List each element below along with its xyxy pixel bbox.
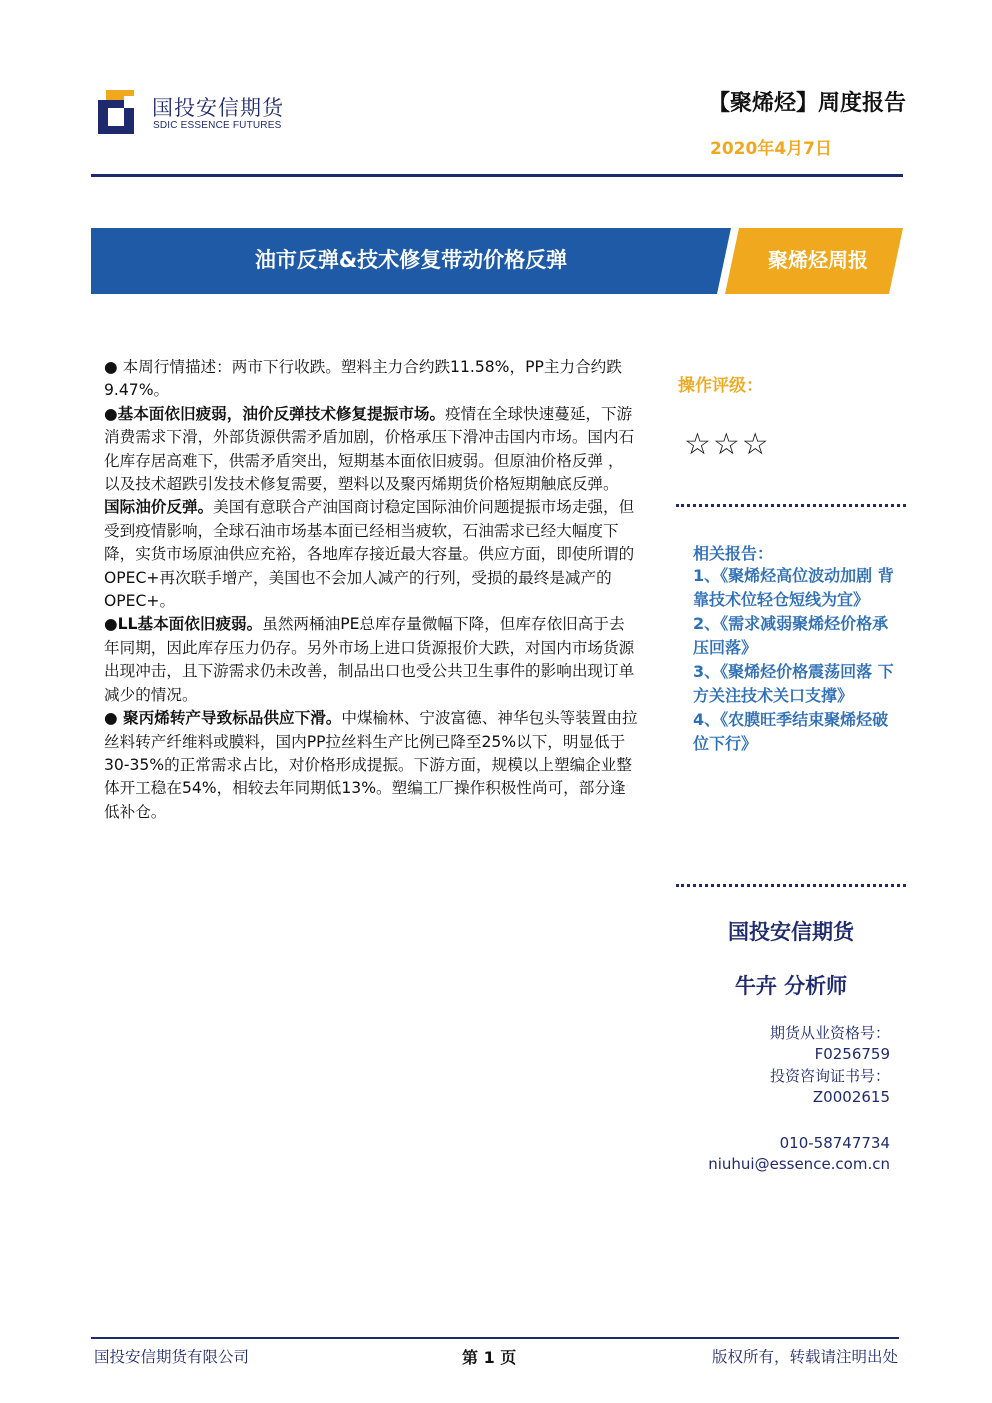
logo-mark-icon (96, 86, 142, 136)
related-report-link[interactable]: 4、《农膜旺季结束聚烯烃破位下行》 (693, 710, 889, 753)
paragraph-text: 虽然两桶油PE总库存量微幅下降，但库存依旧高于去年同期，因此库存压力仍存。另外市场上进口货源报价大跌，对国内市场货源出现冲击，且下游需求仍未改善，制品出口也受公共卫生事件的影响出现订单减少的情况。 (104, 615, 635, 704)
rating-stars-icon: ☆☆☆ (684, 427, 771, 462)
logo-chinese-name: 国投安信期货 (152, 96, 284, 120)
license-label: 期货从业资格号： (769, 1024, 890, 1042)
paragraph-lead: ●基本面依旧疲弱，油价反弹技术修复提振市场。 (104, 404, 446, 423)
report-headline: 油市反弹&技术修复带动价格反弹 (254, 248, 568, 272)
rating-label: 操作评级： (678, 376, 763, 396)
page-number: 第 1 页 (462, 1348, 517, 1367)
paragraph-lead: ●LL基本面依旧疲弱。 (104, 615, 263, 634)
report-body (104, 356, 638, 824)
logo-english-name: SDIC ESSENCE FUTURES (153, 120, 282, 131)
license-number: F0256759 (814, 1045, 890, 1063)
paragraph-text: 美国有意联合产油国商讨稳定国际油价问题提振市场走强，但受到疫情影响，全球石油市场基本面已经相当疲软，石油需求已经大幅度下降，实货市场原油供应充裕，各地库存接近最大容量。供应方面，即使所谓的OPEC+再次联手增产，美国也不会加人减产的行列，受损的最终是减产的OPEC+。 (104, 498, 635, 611)
related-reports-list (693, 564, 901, 756)
firm-name: 国投安信期货 (728, 920, 854, 944)
ll-fundamentals-paragraph (104, 613, 638, 707)
related-reports-title: 相关报告： (693, 544, 774, 563)
sidebar-divider (676, 504, 906, 507)
analyst-name: 牛卉 分析师 (734, 974, 848, 998)
report-type-title: 【聚烯烃】周度报告 (707, 91, 906, 116)
sidebar-divider (676, 884, 906, 887)
paragraph-lead: ● 聚丙烯转产导致标品供应下滑。 (104, 709, 342, 728)
footer-copyright: 版权所有，转载请注明出处 (711, 1348, 898, 1366)
company-logo (96, 86, 296, 142)
related-report-link[interactable]: 3、《聚烯烃价格震荡回落 下方关注技术关口支撑》 (693, 662, 894, 705)
related-report-link[interactable]: 2、《需求减弱聚烯烃价格承压回落》 (693, 614, 889, 657)
paragraph-text: 中煤榆林、宁波富德、神华包头等装置由拉丝料转产纤维料或膜料，国内PP拉丝料生产比例已降至25%以下，明显低于30-35%的正常需求占比，对价格形成提振。下游方面，规模以上塑编企业整体开工稳在54%，相较去年同期低13%。塑编工厂操作积极性尚可，部分逢低补仓。 (104, 709, 638, 821)
consult-license-number: Z0002615 (812, 1088, 890, 1106)
oil-price-paragraph (104, 496, 638, 613)
market-summary-paragraph (104, 356, 638, 403)
consult-license-label: 投资咨询证书号： (769, 1067, 890, 1085)
footer-divider (91, 1337, 899, 1339)
related-report-link[interactable]: 1、《聚烯烃高位波动加剧 背靠技术位轻仓短线为宜》 (693, 566, 894, 609)
paragraph-lead: 国际油价反弹。 (104, 498, 214, 517)
report-category-tag: 聚烯烃周报 (768, 248, 868, 272)
header-divider (91, 174, 903, 177)
paragraph-text: 疫情在全球快速蔓延，下游消费需求下滑，外部货源供需矛盾加剧，价格承压下滑冲击国内市场。国内石化库存居高难下，供需矛盾突出，短期基本面依旧疲弱。但原油价格反弹 ，以及技术超跌引发技术修复需要，塑料以及聚丙烯期货价格短期触底反弹。 (104, 404, 635, 494)
analyst-email[interactable]: niuhui@essence.com.cn (708, 1155, 890, 1173)
footer-company: 国投安信期货有限公司 (94, 1348, 250, 1366)
analyst-phone: 010-58747734 (779, 1134, 890, 1152)
report-date: 2020年4月7日 (710, 139, 832, 159)
pp-supply-paragraph (104, 707, 638, 824)
title-banner (91, 228, 903, 294)
fundamentals-paragraph (104, 403, 638, 497)
paragraph-text: ● 本周行情描述：两市下行收跌。塑料主力合约跌11.58%，PP主力合约跌9.47%。 (104, 358, 622, 400)
